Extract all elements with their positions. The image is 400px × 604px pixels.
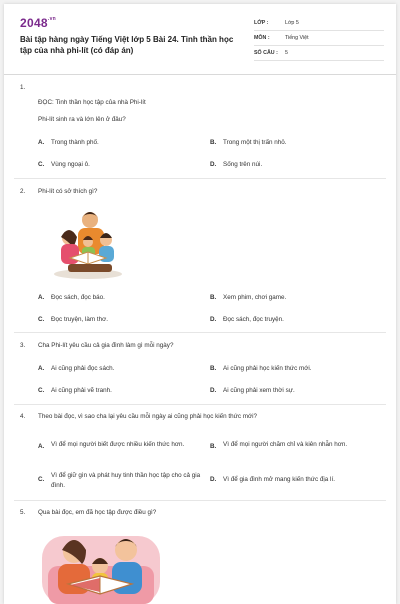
question-number: 3.	[20, 342, 26, 349]
worksheet-page	[4, 4, 396, 604]
option-label: A.	[38, 139, 45, 146]
logo-suffix: .vn	[47, 16, 57, 22]
header-divider	[4, 74, 396, 75]
meta-value: Lớp 5	[285, 20, 299, 26]
logo-main: 2048	[20, 16, 48, 30]
question-separator	[14, 332, 386, 333]
question-separator	[14, 500, 386, 501]
option-text: Sống trên núi.	[223, 161, 263, 168]
meta-value: Tiếng Việt	[285, 35, 309, 41]
option-text: Xem phim, chơi game.	[223, 294, 287, 301]
family-reading-illustration	[48, 206, 128, 280]
meta-key: MÔN :	[254, 35, 270, 41]
question-separator	[14, 404, 386, 405]
meta-key: LỚP :	[254, 20, 269, 26]
option-label: D.	[210, 161, 217, 168]
option-label: C.	[38, 316, 45, 323]
question-text: Theo bài đọc, vì sao cha lại yêu cầu mỗi ngày ai cũng phải học kiến thức mới?	[38, 413, 258, 420]
site-logo[interactable]	[20, 16, 56, 30]
option-text: Trong thành phố.	[51, 139, 99, 146]
question-separator	[14, 178, 386, 179]
family-book-illustration	[42, 526, 160, 604]
option-label: C.	[38, 387, 45, 394]
option-text: Trong một thị trấn nhỏ.	[223, 139, 287, 146]
question-number: 2.	[20, 188, 26, 195]
option-text: Ai cũng phải đọc sách.	[51, 365, 115, 372]
option-text: Đọc sách, đọc truyện.	[223, 316, 284, 323]
option-text: Vì để giữ gìn và phát huy tinh thần học tập cho cả gia đình.	[51, 472, 201, 489]
question-number: 4.	[20, 413, 26, 420]
option-label: A.	[38, 443, 45, 450]
option-label: D.	[210, 316, 217, 323]
question-text: Phi-lít có sở thích gì?	[38, 188, 98, 195]
question-number: 5.	[20, 509, 26, 516]
option-text: Vì để mọi người biết được nhiều kiến thức hơn.	[51, 441, 185, 448]
option-label: D.	[210, 476, 217, 483]
option-text: Đọc truyện, làm thơ.	[51, 316, 108, 323]
option-text: Vì để mọi người chăm chỉ và kiên nhẫn hơn.	[223, 441, 348, 448]
question-text: Phi-lít sinh ra và lớn lên ở đâu?	[38, 116, 126, 123]
question-text: Cha Phi-lít yêu cầu cả gia đình làm gì mỗi ngày?	[38, 342, 174, 349]
option-text: Đọc sách, đọc báo.	[51, 294, 105, 301]
option-text: Vùng ngoại ô.	[51, 161, 90, 168]
meta-row-subject	[254, 31, 384, 46]
page-title: Bài tập hàng ngày Tiếng Việt lớp 5 Bài 24. Tinh thần học tập của nhà phi-lít (có đáp án)	[20, 35, 234, 55]
option-label: B.	[210, 443, 217, 450]
option-text: Vì để gia đình mở mang kiến thức địa lí.	[223, 476, 335, 483]
meta-key: SỐ CÂU :	[254, 50, 278, 56]
question-passage: ĐỌC: Tinh thần học tập của nhà Phi-lít	[38, 99, 146, 106]
option-text: Ai cũng phải học kiến thức mới.	[223, 365, 312, 372]
option-text: Ai cũng phải vẽ tranh.	[51, 387, 112, 394]
option-label: B.	[210, 139, 217, 146]
option-label: B.	[210, 294, 217, 301]
meta-table	[254, 16, 384, 61]
option-label: C.	[38, 161, 45, 168]
option-label: B.	[210, 365, 217, 372]
meta-value: 5	[285, 50, 288, 56]
option-label: A.	[38, 294, 45, 301]
meta-row-class	[254, 16, 384, 31]
page-header	[4, 4, 396, 74]
option-text: Ai cũng phải xem thời sự.	[223, 387, 295, 394]
meta-row-count	[254, 46, 384, 61]
option-label: A.	[38, 365, 45, 372]
question-number: 1.	[20, 84, 26, 91]
option-label: C.	[38, 476, 45, 483]
question-text: Qua bài đọc, em đã học tập được điều gì?	[38, 509, 157, 516]
option-label: D.	[210, 387, 217, 394]
